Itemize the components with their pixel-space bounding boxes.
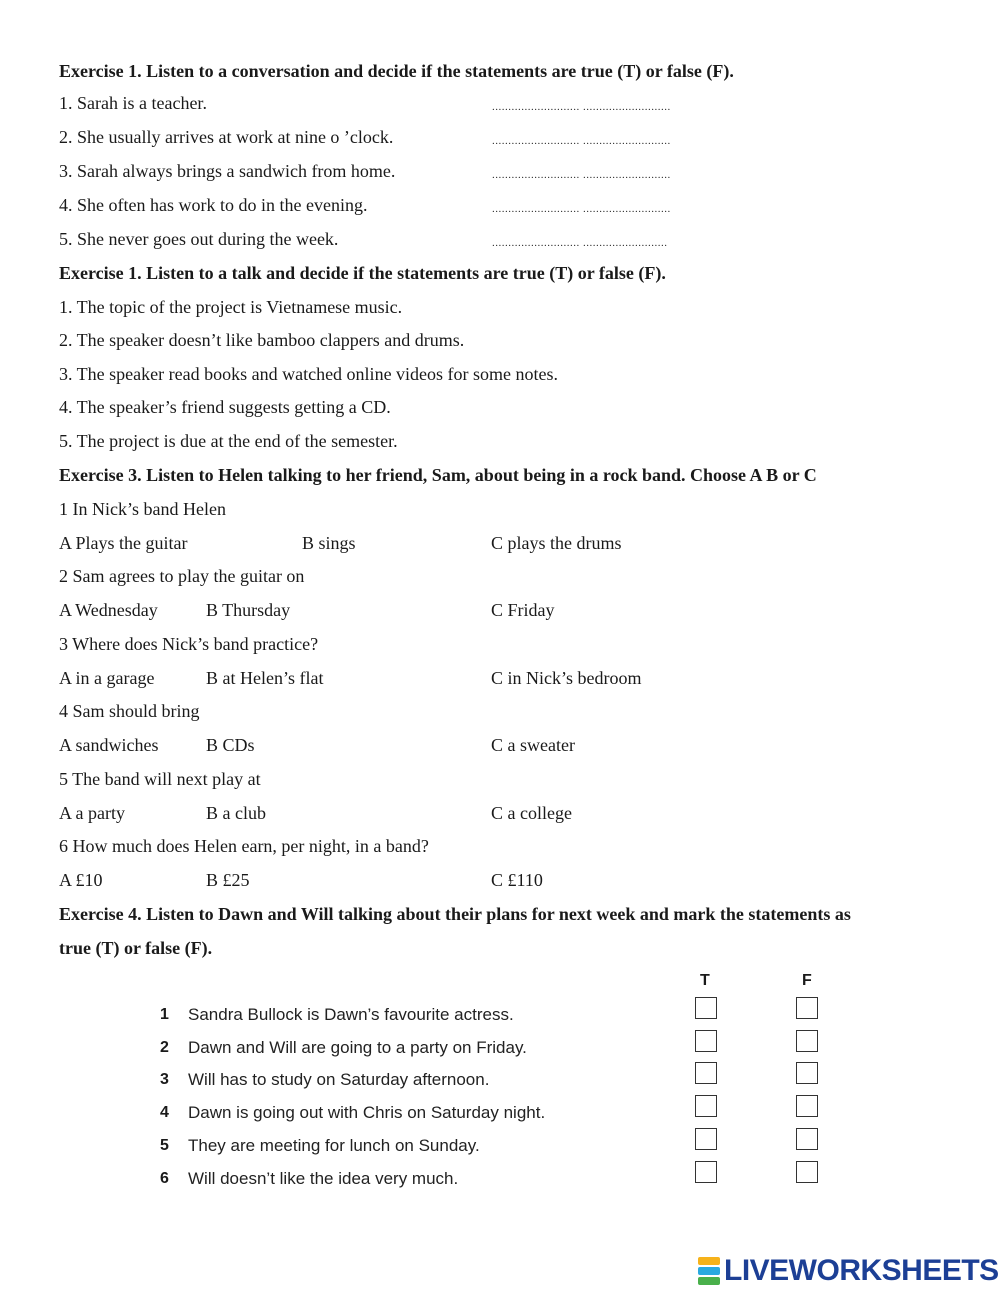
column-header-false: F <box>802 972 812 989</box>
ex3-q3-option-a[interactable]: A in a garage <box>59 668 155 688</box>
ex4-row-5-false-checkbox[interactable] <box>796 1128 818 1150</box>
ex1a-statement-5: 5. She never goes out during the week. <box>59 229 339 249</box>
logo-block-top <box>698 1257 720 1265</box>
ex1b-statement-2: 2. The speaker doesn’t like bamboo clappers and drums. <box>59 330 465 350</box>
ex1a-statement-3: 3. Sarah always brings a sandwich from home. <box>59 161 396 181</box>
ex3-question-2: 2 Sam agrees to play the guitar on <box>59 566 305 586</box>
ex4-row-6-false-checkbox[interactable] <box>796 1161 818 1183</box>
exercise-4-heading-line-1: Exercise 4. Listen to Dawn and Will talking about their plans for next week and mark the statements as <box>59 904 851 924</box>
ex4-row-3-false-checkbox[interactable] <box>796 1062 818 1084</box>
ex3-q5-option-b[interactable]: B a club <box>206 803 266 823</box>
ex1a-statement-1: 1. Sarah is a teacher. <box>59 93 207 113</box>
statement-number: 3 <box>160 1071 169 1088</box>
ex4-statement-row-1 <box>0 1004 1000 1034</box>
ex3-question-3: 3 Where does Nick’s band practice? <box>59 634 319 654</box>
ex3-q1-option-b[interactable]: B sings <box>302 533 356 553</box>
ex3-q2-option-b[interactable]: B Thursday <box>206 600 291 620</box>
ex1a-statement-2: 2. She usually arrives at work at nine o ’clock. <box>59 127 394 147</box>
exercise-4-heading-line-2: true (T) or false (F). <box>59 938 213 958</box>
statement-number: 1 <box>160 1006 169 1023</box>
statement-text: They are meeting for lunch on Sunday. <box>188 1136 480 1155</box>
ex3-question-4: 4 Sam should bring <box>59 701 200 721</box>
ex3-q5-option-c[interactable]: C a college <box>491 803 572 823</box>
ex3-q6-option-c[interactable]: C £110 <box>491 870 543 890</box>
ex3-q3-option-c[interactable]: C in Nick’s bedroom <box>491 668 642 688</box>
ex3-question-6: 6 How much does Helen earn, per night, in a band? <box>59 836 429 856</box>
ex3-question-1: 1 In Nick’s band Helen <box>59 499 226 519</box>
exercise-3-heading: Exercise 3. Listen to Helen talking to her friend, Sam, about being in a rock band. Choose A B or C <box>59 465 817 485</box>
ex4-row-4-false-checkbox[interactable] <box>796 1095 818 1117</box>
ex3-q5-option-a[interactable]: A a party <box>59 803 125 823</box>
ex1a-answer-blank-4[interactable]: ........................... ........................... <box>492 203 671 215</box>
ex3-q4-option-b[interactable]: B CDs <box>206 735 255 755</box>
ex4-statement-row-5 <box>0 1135 1000 1165</box>
ex4-row-1-false-checkbox[interactable] <box>796 997 818 1019</box>
liveworksheets-logo[interactable] <box>698 1256 999 1286</box>
statement-text: Will doesn’t like the idea very much. <box>188 1169 459 1188</box>
ex1a-answer-blank-1[interactable]: ........................... ........................... <box>492 101 671 113</box>
ex4-statement-row-6 <box>0 1168 1000 1198</box>
ex1a-answer-blank-5[interactable]: ........................... .......................... <box>492 237 668 249</box>
ex1a-answer-blank-2[interactable]: ........................... ........................... <box>492 135 671 147</box>
exercise-1-conversation-heading: Exercise 1. Listen to a conversation and decide if the statements are true (T) or false (F). <box>59 61 734 81</box>
ex3-q1-option-c[interactable]: C plays the drums <box>491 533 622 553</box>
ex4-statement-row-4 <box>0 1102 1000 1132</box>
statement-number: 5 <box>160 1137 169 1154</box>
ex3-q4-option-c[interactable]: C a sweater <box>491 735 575 755</box>
ex4-row-1-true-checkbox[interactable] <box>695 997 717 1019</box>
ex3-q2-option-a[interactable]: A Wednesday <box>59 600 158 620</box>
ex4-row-2-false-checkbox[interactable] <box>796 1030 818 1052</box>
ex1b-statement-4: 4. The speaker’s friend suggests getting a CD. <box>59 397 391 417</box>
statement-number: 4 <box>160 1104 169 1121</box>
ex3-q6-option-a[interactable]: A £10 <box>59 870 103 890</box>
statement-text: Dawn is going out with Chris on Saturday night. <box>188 1103 546 1122</box>
ex3-q6-option-b[interactable]: B £25 <box>206 870 250 890</box>
statement-text: Will has to study on Saturday afternoon. <box>188 1070 490 1089</box>
ex1b-statement-5: 5. The project is due at the end of the semester. <box>59 431 398 451</box>
ex3-q1-option-a[interactable]: A Plays the guitar <box>59 533 188 553</box>
ex1b-statement-1: 1. The topic of the project is Vietnamese music. <box>59 297 403 317</box>
statement-text: Dawn and Will are going to a party on Friday. <box>188 1038 527 1057</box>
ex3-q4-option-a[interactable]: A sandwiches <box>59 735 159 755</box>
ex1a-statement-4: 4. She often has work to do in the evening. <box>59 195 368 215</box>
statement-text: Sandra Bullock is Dawn’s favourite actress. <box>188 1005 514 1024</box>
ex4-row-4-true-checkbox[interactable] <box>695 1095 717 1117</box>
exercise-1-talk-heading: Exercise 1. Listen to a talk and decide if the statements are true (T) or false (F). <box>59 263 666 283</box>
ex4-row-5-true-checkbox[interactable] <box>695 1128 717 1150</box>
ex3-q2-option-c[interactable]: C Friday <box>491 600 555 620</box>
column-header-true: T <box>700 972 710 989</box>
ex4-row-6-true-checkbox[interactable] <box>695 1161 717 1183</box>
statement-number: 6 <box>160 1170 169 1187</box>
ex1b-statement-3: 3. The speaker read books and watched online videos for some notes. <box>59 364 559 384</box>
ex3-question-5: 5 The band will next play at <box>59 769 261 789</box>
liveworksheets-logo-icon <box>698 1257 720 1285</box>
ex1a-answer-blank-3[interactable]: ........................... ........................... <box>492 169 671 181</box>
logo-block-middle <box>698 1267 720 1275</box>
ex4-statement-row-3 <box>0 1069 1000 1099</box>
logo-block-bottom <box>698 1277 720 1285</box>
ex4-statement-row-2 <box>0 1037 1000 1067</box>
ex4-row-2-true-checkbox[interactable] <box>695 1030 717 1052</box>
liveworksheets-logo-text: LIVEWORKSHEETS <box>724 1254 999 1287</box>
ex4-row-3-true-checkbox[interactable] <box>695 1062 717 1084</box>
statement-number: 2 <box>160 1039 169 1056</box>
ex3-q3-option-b[interactable]: B at Helen’s flat <box>206 668 324 688</box>
